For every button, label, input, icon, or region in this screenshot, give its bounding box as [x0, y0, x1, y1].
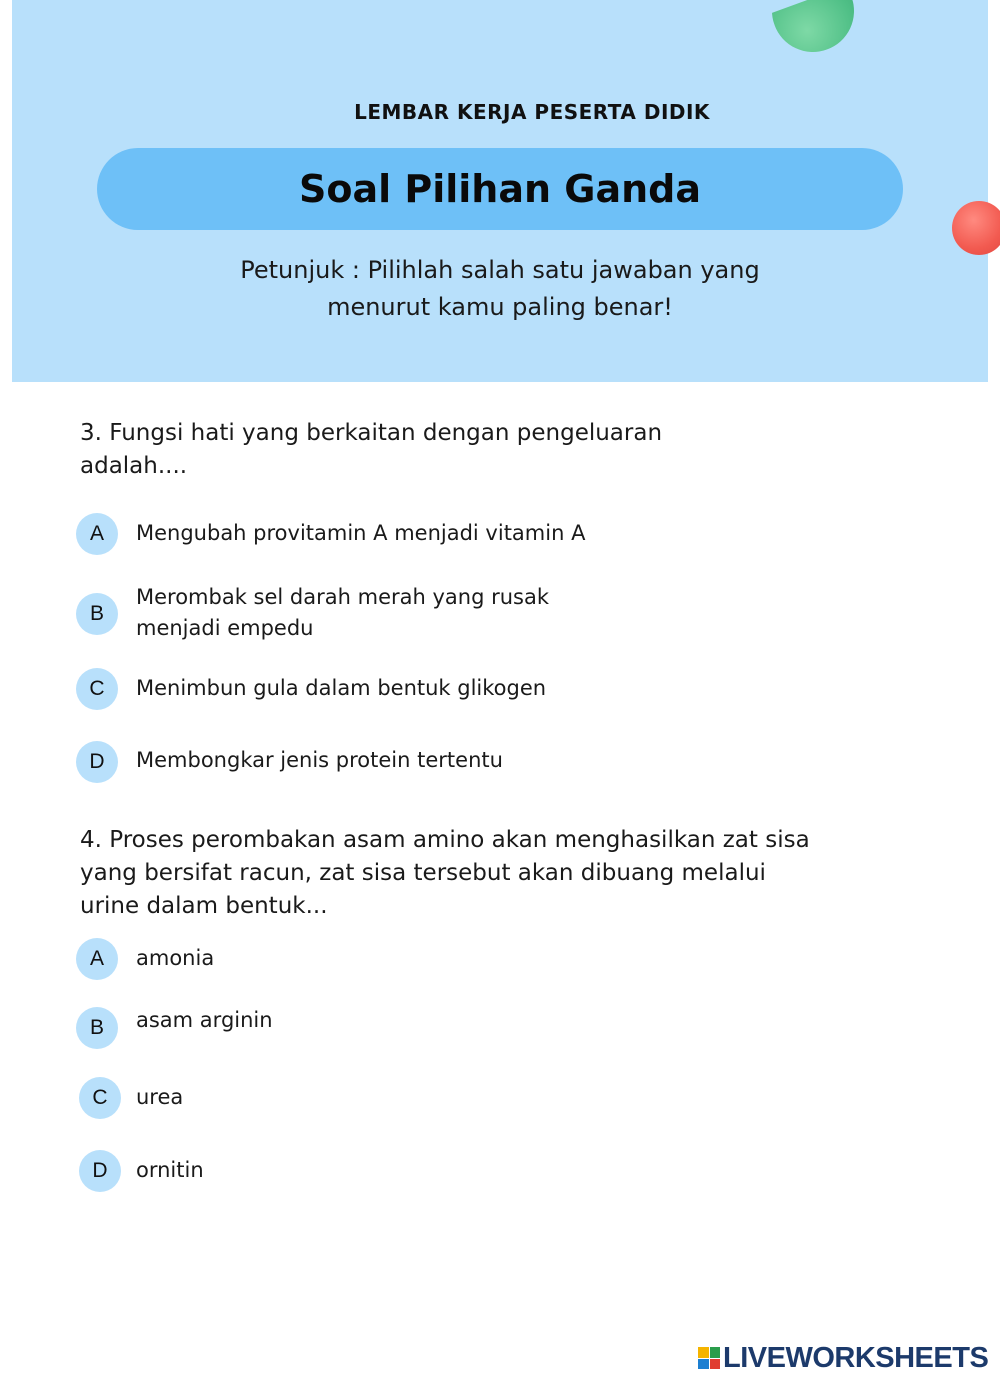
- worksheet-label: LEMBAR KERJA PESERTA DIDIK: [354, 100, 710, 124]
- instructions-line-1: Petunjuk : Pilihlah salah satu jawaban yang: [240, 256, 760, 284]
- option-badge[interactable]: D: [79, 1150, 121, 1192]
- title-banner: [97, 148, 903, 230]
- question-4-line-1: 4. Proses perombakan asam amino akan menghasilkan zat sisa: [80, 827, 810, 853]
- question-4-line-2: yang bersifat racun, zat sisa tersebut akan dibuang melalui: [80, 860, 766, 886]
- option-text: ornitin: [136, 1158, 204, 1182]
- option-text-line-1: Merombak sel darah merah yang rusak: [136, 585, 549, 609]
- instructions-line-2: menurut kamu paling benar!: [327, 293, 673, 321]
- question-3-line-2: adalah....: [80, 453, 188, 479]
- option-badge[interactable]: A: [76, 513, 118, 555]
- instructions: [150, 252, 850, 326]
- liveworksheets-logo-icon: [698, 1347, 720, 1369]
- question-4: [80, 824, 880, 923]
- question-3-line-1: 3. Fungsi hati yang berkaitan dengan pengeluaran: [80, 420, 663, 446]
- liveworksheets-brand[interactable]: [698, 1342, 988, 1374]
- option-text-line-2: menjadi empedu: [136, 616, 314, 640]
- option-text: [136, 582, 656, 644]
- option-badge[interactable]: C: [79, 1077, 121, 1119]
- option-text: amonia: [136, 946, 215, 970]
- question-3: [80, 417, 880, 483]
- option-text: Mengubah provitamin A menjadi vitamin A: [136, 521, 586, 545]
- decorative-red-ball: [952, 201, 1000, 255]
- option-text: urea: [136, 1085, 184, 1109]
- option-badge[interactable]: B: [76, 1007, 118, 1049]
- page-title: Soal Pilihan Ganda: [298, 167, 701, 211]
- brand-name: LIVEWORKSHEETS: [723, 1341, 989, 1374]
- question-4-line-3: urine dalam bentuk...: [80, 893, 328, 919]
- option-text: Menimbun gula dalam bentuk glikogen: [136, 676, 547, 700]
- option-badge[interactable]: D: [76, 741, 118, 783]
- option-badge[interactable]: B: [76, 593, 118, 635]
- option-text: asam arginin: [136, 1008, 273, 1032]
- option-text: Membongkar jenis protein tertentu: [136, 748, 503, 772]
- option-badge[interactable]: C: [76, 668, 118, 710]
- option-badge[interactable]: A: [76, 938, 118, 980]
